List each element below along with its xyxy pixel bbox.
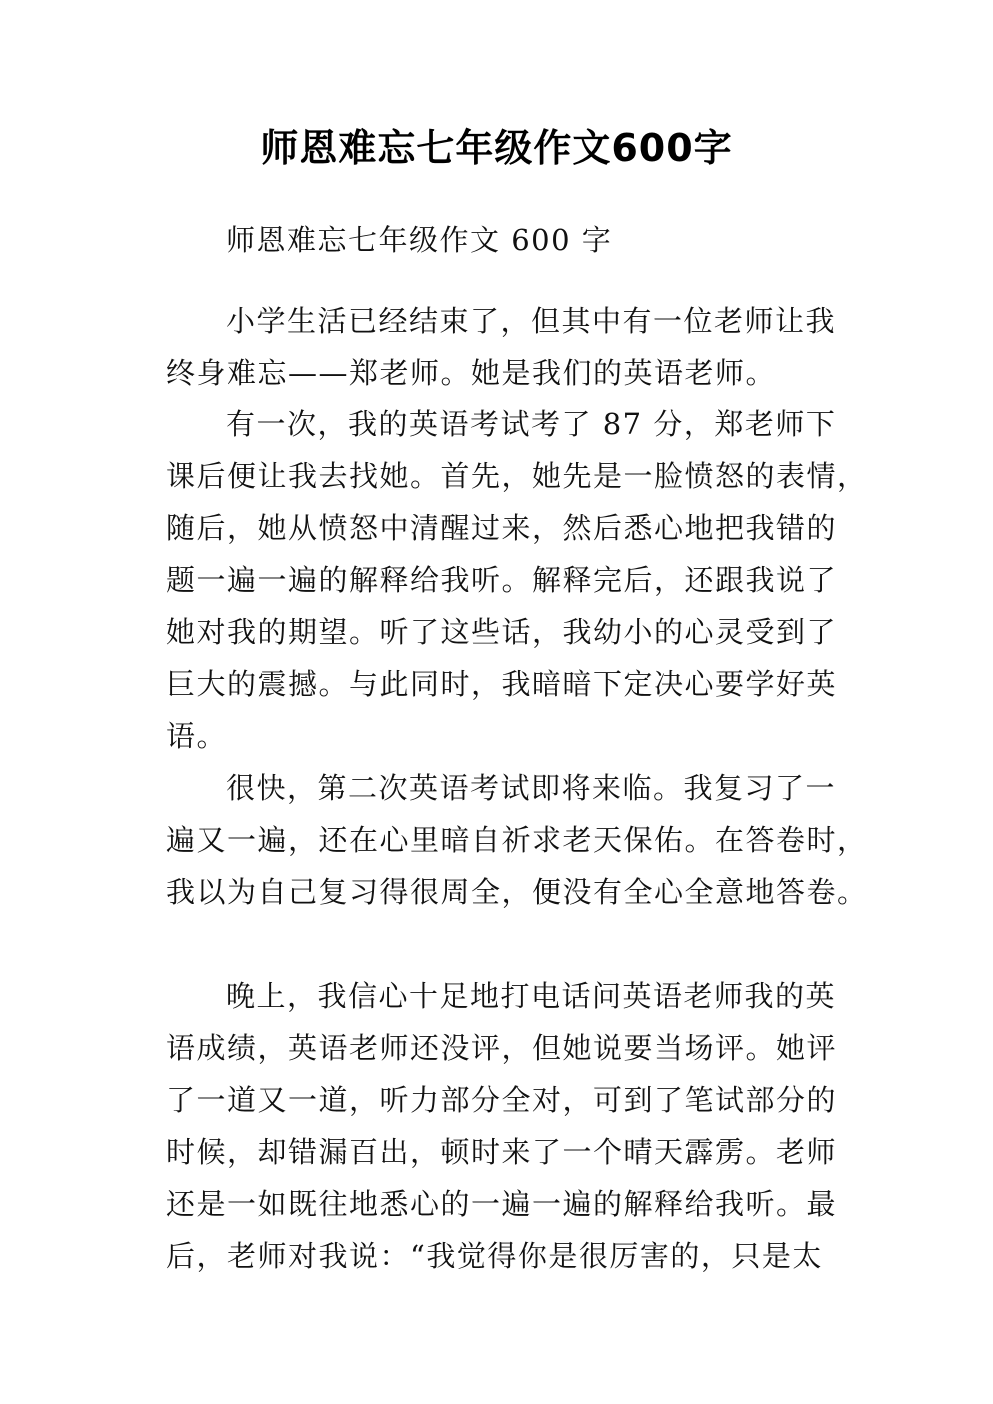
body-text-line: 随后，她从愤怒中清醒过来，然后悉心地把我错的 — [166, 511, 838, 545]
body-text-line: 时候，却错漏百出，顿时来了一个晴天霹雳。老师 — [166, 1135, 838, 1169]
body-text-line: 了一道又一道，听力部分全对，可到了笔试部分的 — [166, 1083, 838, 1117]
body-text-line: 她对我的期望。听了这些话，我幼小的心灵受到了 — [166, 615, 838, 649]
body-text-line: 终身难忘——郑老师。她是我们的英语老师。 — [166, 356, 777, 390]
body-text-line: 语。 — [166, 719, 228, 753]
body-text-line: 很快，第二次英语考试即将来临。我复习了一 — [226, 771, 837, 805]
body-text-line: 有一次，我的英语考试考了 87 分，郑老师下 — [226, 407, 837, 441]
body-text-line: 师恩难忘七年级作文 600 字 — [226, 223, 613, 257]
document-title: 师恩难忘七年级作文600字 — [260, 126, 733, 170]
body-text-line: 巨大的震撼。与此同时，我暗暗下定决心要学好英 — [166, 667, 838, 701]
body-text-line: 课后便让我去找她。首先，她先是一脸愤怒的表情， — [166, 459, 868, 493]
body-text-line: 遍又一遍，还在心里暗自祈求老天保佑。在答卷时， — [166, 823, 868, 857]
body-text-line: 小学生活已经结束了，但其中有一位老师让我 — [226, 304, 837, 338]
body-text-line: 题一遍一遍的解释给我听。解释完后，还跟我说了 — [166, 563, 838, 597]
body-text-line: 我以为自己复习得很周全，便没有全心全意地答卷。 — [166, 875, 868, 909]
body-text-line: 后，老师对我说：“我觉得你是很厉害的，只是太 — [166, 1239, 823, 1273]
body-text-line: 还是一如既往地悉心的一遍一遍的解释给我听。最 — [166, 1187, 838, 1221]
body-text-line: 晚上，我信心十足地打电话问英语老师我的英 — [226, 979, 837, 1013]
body-text-line: 语成绩，英语老师还没评，但她说要当场评。她评 — [166, 1031, 838, 1065]
